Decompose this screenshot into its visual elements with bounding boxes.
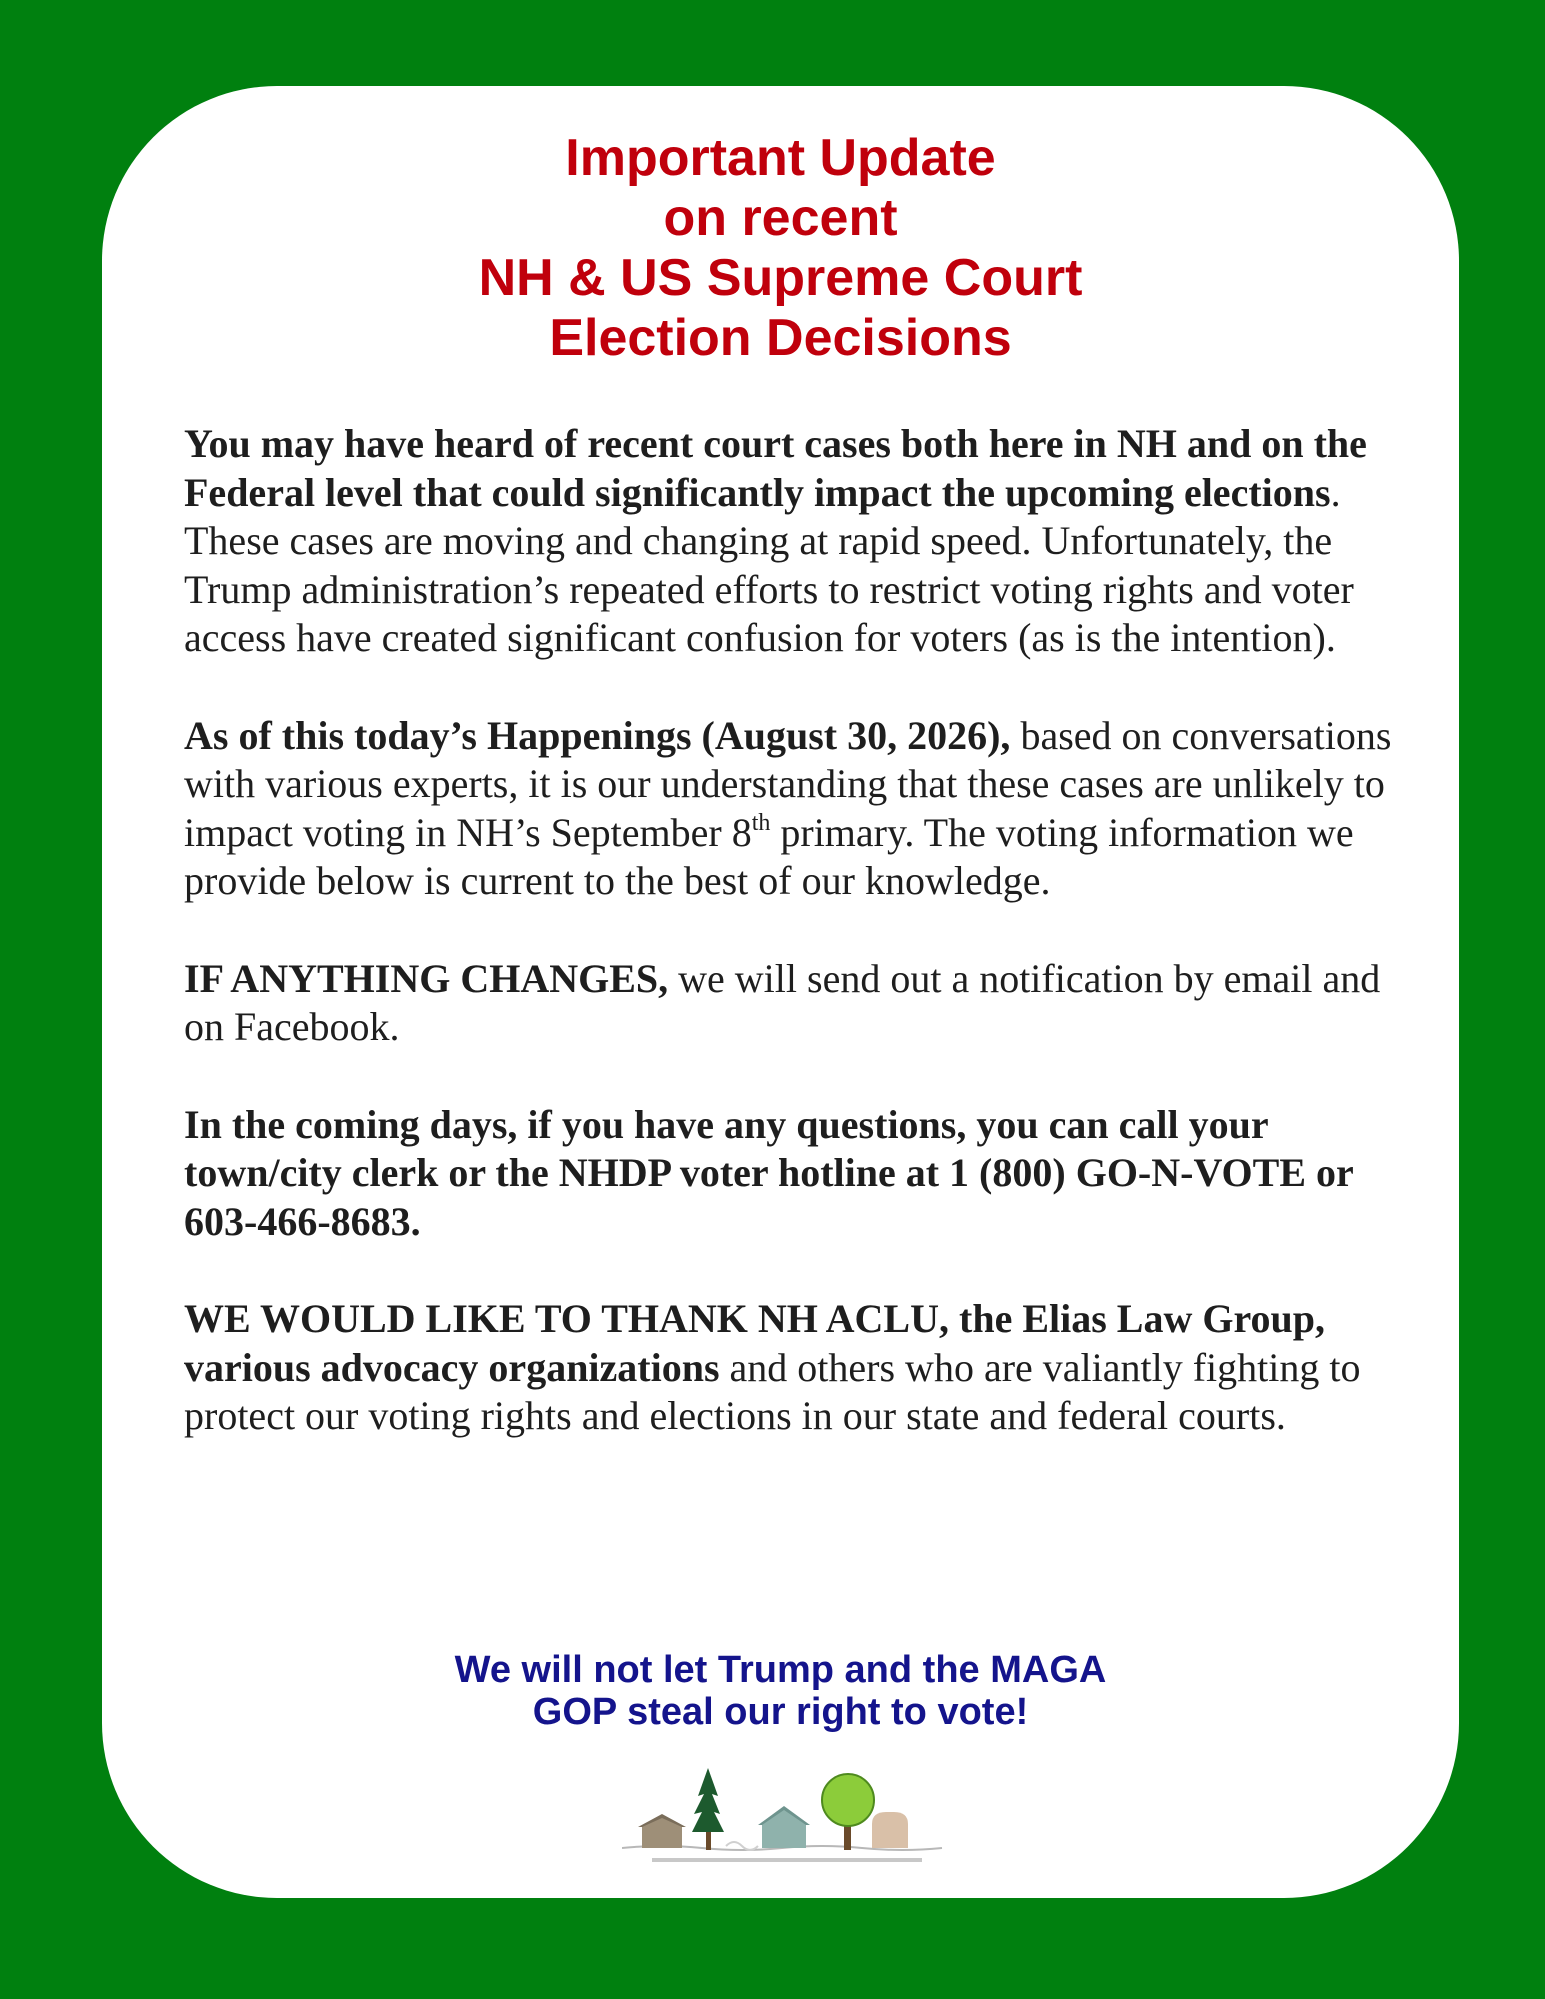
title-line: on recent <box>663 189 898 247</box>
paragraph-text: we will send out a notification by email and on Facebook. <box>184 955 1381 1049</box>
paragraph-bold-lead: In the coming days, if you have any questions, you can call your town/city clerk or the NHDP voter hotline at 1 (800) GO-N-VOTE or 603-466-8683. <box>184 1101 1354 1244</box>
paragraph-text-after: primary. The voting information we provide below is current to the best of our knowledge. <box>184 809 1354 903</box>
paragraph-court-cases <box>184 420 1414 663</box>
title-line: Important Update <box>565 129 996 187</box>
title-line: NH & US Supreme Court <box>478 249 1083 307</box>
closing-line: We will not let Trump and the MAGA <box>454 1649 1107 1691</box>
flyer-card <box>102 86 1459 1898</box>
paragraph-bold-lead: IF ANYTHING CHANGES, <box>184 955 669 1001</box>
logo-house-right <box>872 1812 908 1848</box>
paragraph-text: and others who are valiantly fighting to protect our voting rights and elections in our state and federal courts. <box>184 1344 1361 1438</box>
paragraph-bold-lead: WE WOULD LIKE TO THANK NH ACLU, the Elias Law Group, various advocacy organizations <box>184 1296 1325 1390</box>
title-line: Election Decisions <box>549 309 1012 367</box>
paragraph-current-status <box>184 712 1414 906</box>
closing-line: GOP steal our right to vote! <box>532 1691 1029 1733</box>
ordinal-suffix: th <box>751 809 771 836</box>
paragraph-thanks <box>184 1295 1414 1441</box>
houses-trees-logo <box>622 1766 952 1866</box>
paragraph-changes <box>184 955 1414 1052</box>
paragraph-text: based on conversations with various experts, it is our understanding that these cases are unlikely to impact voting in NH’s September 8 <box>184 712 1392 855</box>
paragraph-bold-lead: You may have heard of recent court cases both here in NH and on the Federal level that could significantly impact the upcoming elections <box>184 421 1367 515</box>
logo-tree-crown <box>822 1774 874 1826</box>
logo-caption-strip <box>652 1858 922 1862</box>
paragraph-bold-lead: As of this today’s Happenings (August 30, 2026), <box>184 712 1011 758</box>
logo-wave <box>726 1842 758 1850</box>
logo-pine-top <box>692 1768 724 1832</box>
logo-house-middle <box>762 1808 806 1848</box>
paragraph-text: . These cases are moving and changing at rapid speed. Unfortunately, the Trump administration’s repeated efforts to restrict voting rights and voter access have created significant confusion for voters (as is the intention). <box>184 469 1354 660</box>
closing-slogan <box>102 1649 1459 1733</box>
logo-house-left <box>642 1816 682 1848</box>
flyer-title <box>102 128 1459 368</box>
paragraph-hotline <box>184 1101 1414 1247</box>
flyer-body <box>184 420 1414 1490</box>
